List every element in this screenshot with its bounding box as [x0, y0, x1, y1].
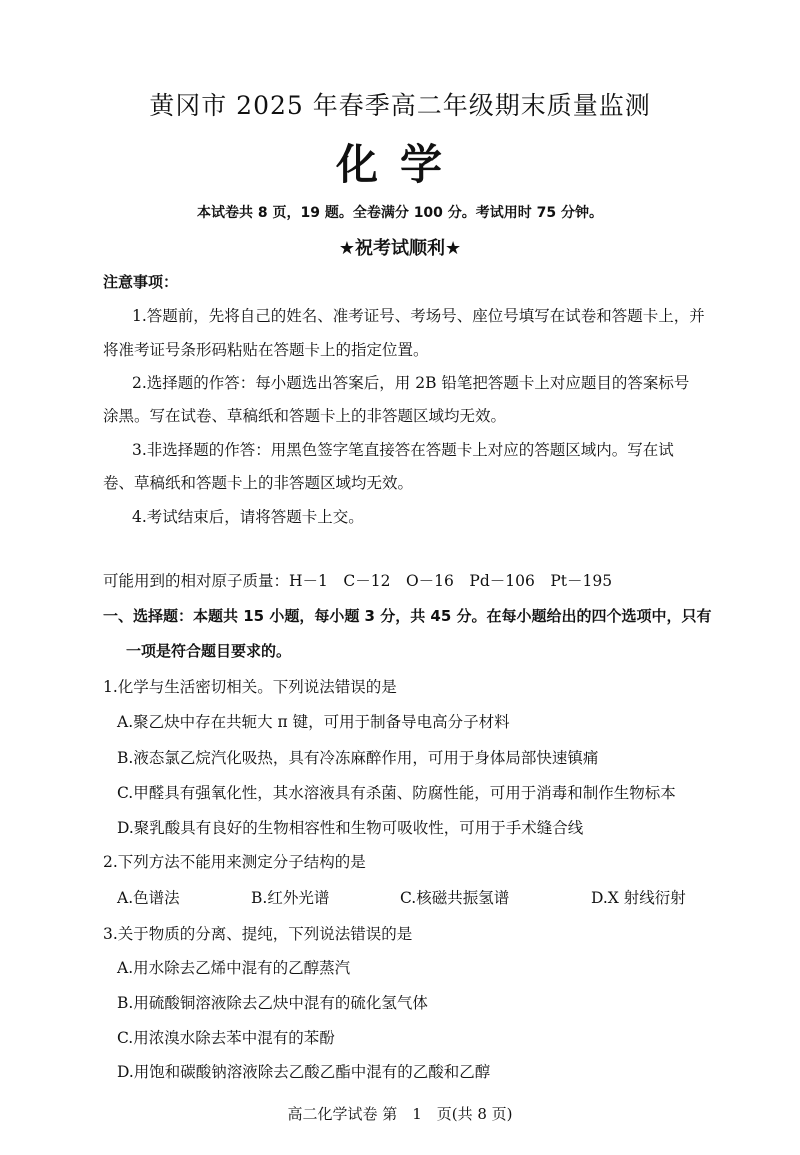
- question-1-option-b: B.液态氯乙烷汽化吸热，具有冷冻麻醉作用，可用于身体局部快速镇痛: [117, 749, 599, 767]
- section-1-heading-line-2: 一项是符合题目要求的。: [126, 642, 292, 660]
- question-1-option-c: C.甲醛具有强氧化性，其水溶液具有杀菌、防腐性能，可用于消毒和制作生物标本: [117, 784, 676, 802]
- question-2-option-a: A.色谱法: [117, 889, 180, 907]
- question-1-option-d: D.聚乳酸具有良好的生物相容性和生物可吸收性，可用于手术缝合线: [117, 819, 584, 837]
- exam-meta: 本试卷共 8 页，19 题。全卷满分 100 分。考试用时 75 分钟。: [196, 205, 604, 221]
- atomic-masses: 可能用到的相对原子质量：H－1 C－12 O－16 Pd－106 Pt－195: [103, 572, 613, 590]
- note-1-line-1: 1.答题前，先将自己的姓名、准考证号、考场号、座位号填写在试卷和答题卡上，并: [132, 307, 705, 325]
- question-3-option-b: B.用硫酸铜溶液除去乙炔中混有的硫化氢气体: [117, 994, 428, 1012]
- question-3-option-c: C.用浓溴水除去苯中混有的苯酚: [117, 1029, 335, 1047]
- page-footer: 高二化学试卷 第 1 页(共 8 页): [287, 1105, 513, 1123]
- notes-heading: 注意事项：: [103, 273, 179, 291]
- question-3-option-a: A.用水除去乙烯中混有的乙醇蒸汽: [117, 959, 351, 977]
- question-2-option-b: B.红外光谱: [251, 889, 330, 907]
- question-1-option-a: A.聚乙炔中存在共轭大 π 键，可用于制备导电高分子材料: [117, 713, 510, 731]
- note-4-line-1: 4.考试结束后，请将答题卡上交。: [132, 508, 364, 526]
- question-3-stem: 3.关于物质的分离、提纯，下列说法错误的是: [103, 925, 413, 943]
- question-1-stem: 1.化学与生活密切相关。下列说法错误的是: [103, 678, 397, 696]
- note-3-line-1: 3.非选择题的作答：用黑色签字笔直接答在答题卡上对应的答题区域内。写在试: [132, 441, 674, 459]
- note-2-line-2: 涂黑。写在试卷、草稿纸和答题卡上的非答题区域均无效。: [103, 407, 507, 425]
- note-3-line-2: 卷、草稿纸和答题卡上的非答题区域均无效。: [103, 474, 414, 492]
- question-3-option-d: D.用饱和碳酸钠溶液除去乙酸乙酯中混有的乙酸和乙醇: [117, 1063, 491, 1081]
- exam-title: 黄冈市 2025 年春季高二年级期末质量监测: [149, 91, 651, 120]
- note-1-line-2: 将准考证号条形码粘贴在答题卡上的指定位置。: [103, 341, 429, 359]
- section-1-heading-line-1: 一、选择题：本题共 15 小题，每小题 3 分，共 45 分。在每小题给出的四个选项中，只有: [103, 607, 712, 625]
- question-2-stem: 2.下列方法不能用来测定分子结构的是: [103, 853, 366, 871]
- question-2-option-c: C.核磁共振氢谱: [400, 889, 510, 907]
- question-2-option-d: D.X 射线衍射: [591, 889, 686, 907]
- note-2-line-1: 2.选择题的作答：每小题选出答案后，用 2B 铅笔把答题卡上对应题目的答案标号: [132, 374, 690, 392]
- good-luck-banner: ★祝考试顺利★: [338, 238, 462, 259]
- subject-title: 化学: [335, 140, 464, 189]
